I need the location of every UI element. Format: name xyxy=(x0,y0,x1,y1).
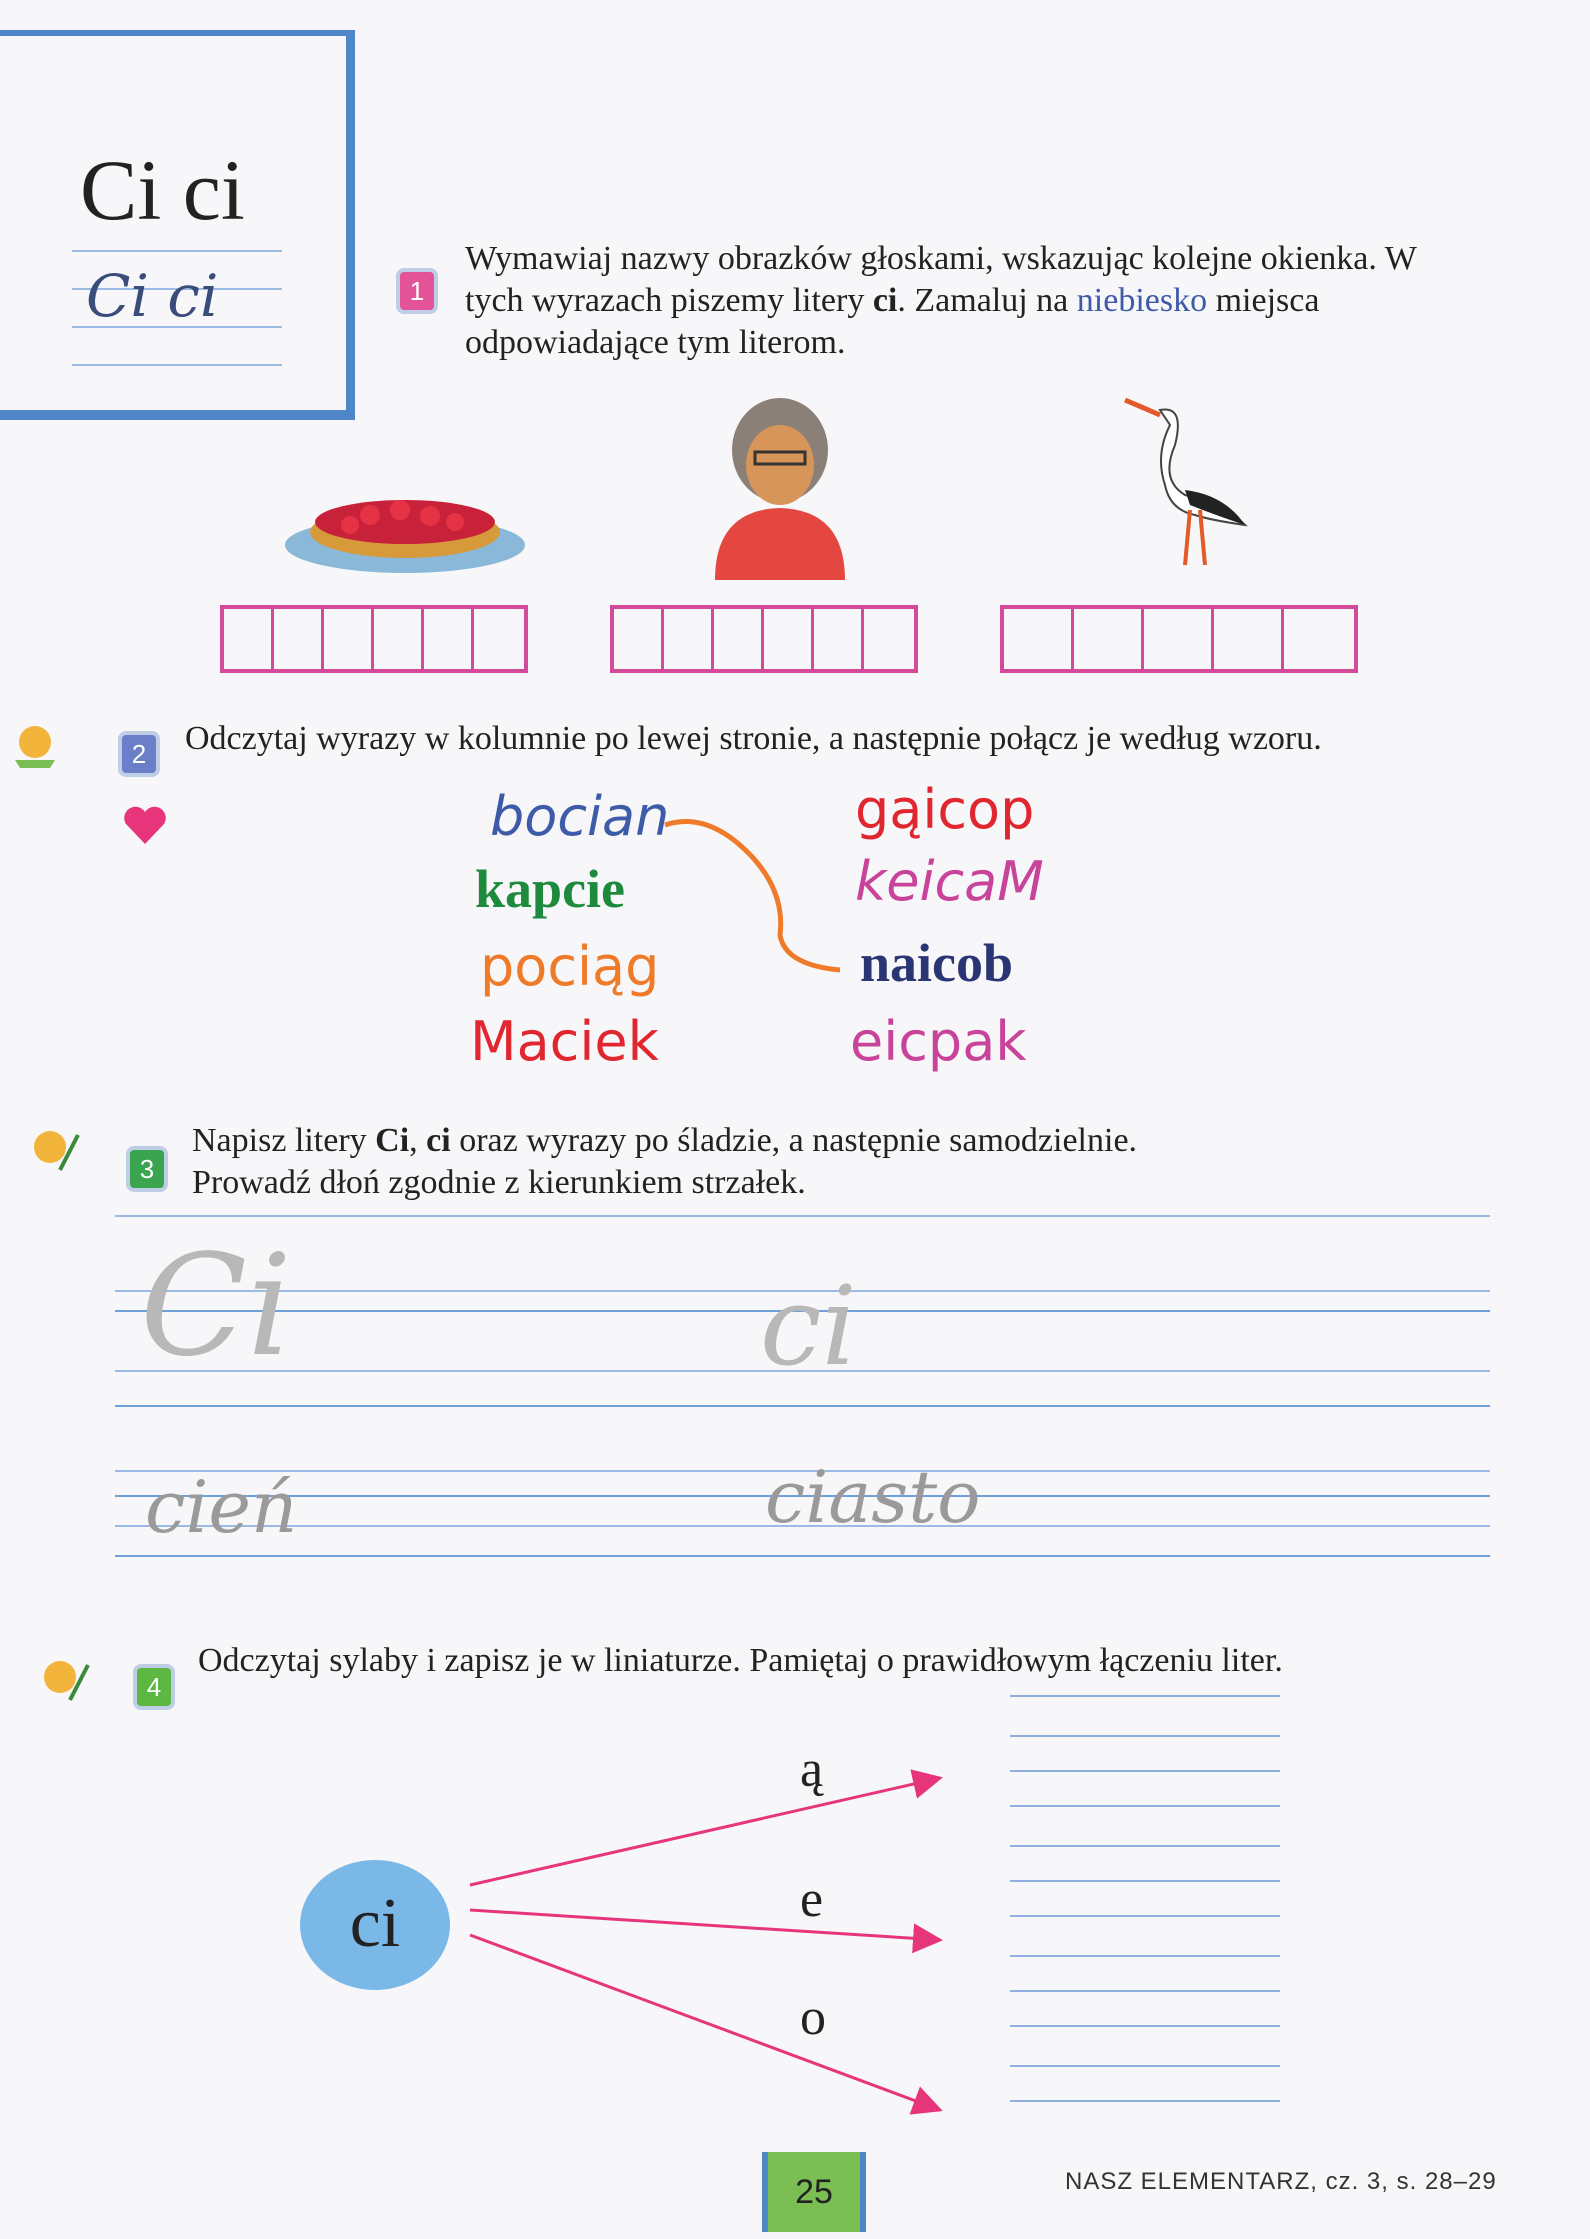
trace-ci-lower: ci xyxy=(760,1262,857,1390)
right-word-gaicop: gąicop xyxy=(855,778,1035,841)
stork-icon xyxy=(1115,385,1255,570)
left-word-bocian: bocian xyxy=(490,785,670,848)
letter-boxes-cake[interactable] xyxy=(220,605,528,673)
letter-boxes-stork[interactable] xyxy=(1000,605,1358,673)
header-frame-top xyxy=(0,30,355,36)
trace-cien: cień xyxy=(145,1465,298,1549)
right-word-naicob: naicob xyxy=(860,933,1014,993)
ending-o: o xyxy=(800,1989,826,2046)
right-word-keicam: keicaM xyxy=(855,850,1044,913)
syllable-root: ci xyxy=(300,1860,450,1990)
exercise-1-instruction: Wymawiaj nazwy obrazków głoskami, wskazując kolejne okienka. W tych wyrazach piszemy litery ci. Zamaluj na niebiesko miejsca odpowiadające tym literom. xyxy=(465,240,1417,361)
cake-icon xyxy=(280,470,530,580)
page-title: Ci ci xyxy=(80,142,245,238)
page-number: 25 xyxy=(762,2152,866,2232)
exercise-3-instruction: Napisz litery Ci, ci oraz wyrazy po śladzie, a następnie samodzielnie. Prowadź dłoń zgodnie z kierunkiem strzałek. xyxy=(192,1122,1138,1201)
trace-ci-upper: Ci xyxy=(140,1225,292,1388)
letter-boxes-grandma[interactable] xyxy=(610,605,918,673)
exercise-2-badge: 2 xyxy=(122,735,156,773)
ending-e: e xyxy=(800,1871,824,1928)
grandma-icon xyxy=(705,390,855,580)
syllable-arrows xyxy=(460,1760,960,2160)
mascot-writing-icon xyxy=(20,1125,80,1175)
heart-icon xyxy=(120,800,170,850)
exercise-4-instruction: Odczytaj sylaby i zapisz je w liniaturze. Pamiętaj o prawidłowym łączeniu liter. xyxy=(198,1642,1283,1679)
left-word-pociag: pociąg xyxy=(480,935,660,998)
syllable-writing-lines[interactable] xyxy=(1010,1695,1290,2135)
header-frame-bottom xyxy=(0,410,355,420)
exercise-3-badge: 3 xyxy=(130,1150,164,1188)
mascot-reading-icon xyxy=(5,720,65,770)
left-word-kapcie: kapcie xyxy=(475,859,626,919)
mascot-writing-icon-2 xyxy=(30,1655,90,1705)
exercise-2-instruction: Odczytaj wyrazy w kolumnie po lewej stronie, a następnie połącz je według wzoru. xyxy=(185,720,1322,757)
right-word-eicpak: eicpak xyxy=(850,1010,1027,1073)
trace-ciasto: ciasto xyxy=(765,1455,981,1539)
header-frame-right xyxy=(346,30,355,420)
title-cursive: Ci ci xyxy=(86,262,219,330)
left-word-maciek: Maciek xyxy=(470,1010,659,1073)
ending-a-ogonek: ą xyxy=(800,1741,824,1798)
exercise-1-badge: 1 xyxy=(400,272,434,310)
source-reference: NASZ ELEMENTARZ, cz. 3, s. 28–29 xyxy=(1065,2168,1497,2195)
sample-connection-line xyxy=(660,815,850,985)
exercise-4-badge: 4 xyxy=(137,1668,171,1706)
